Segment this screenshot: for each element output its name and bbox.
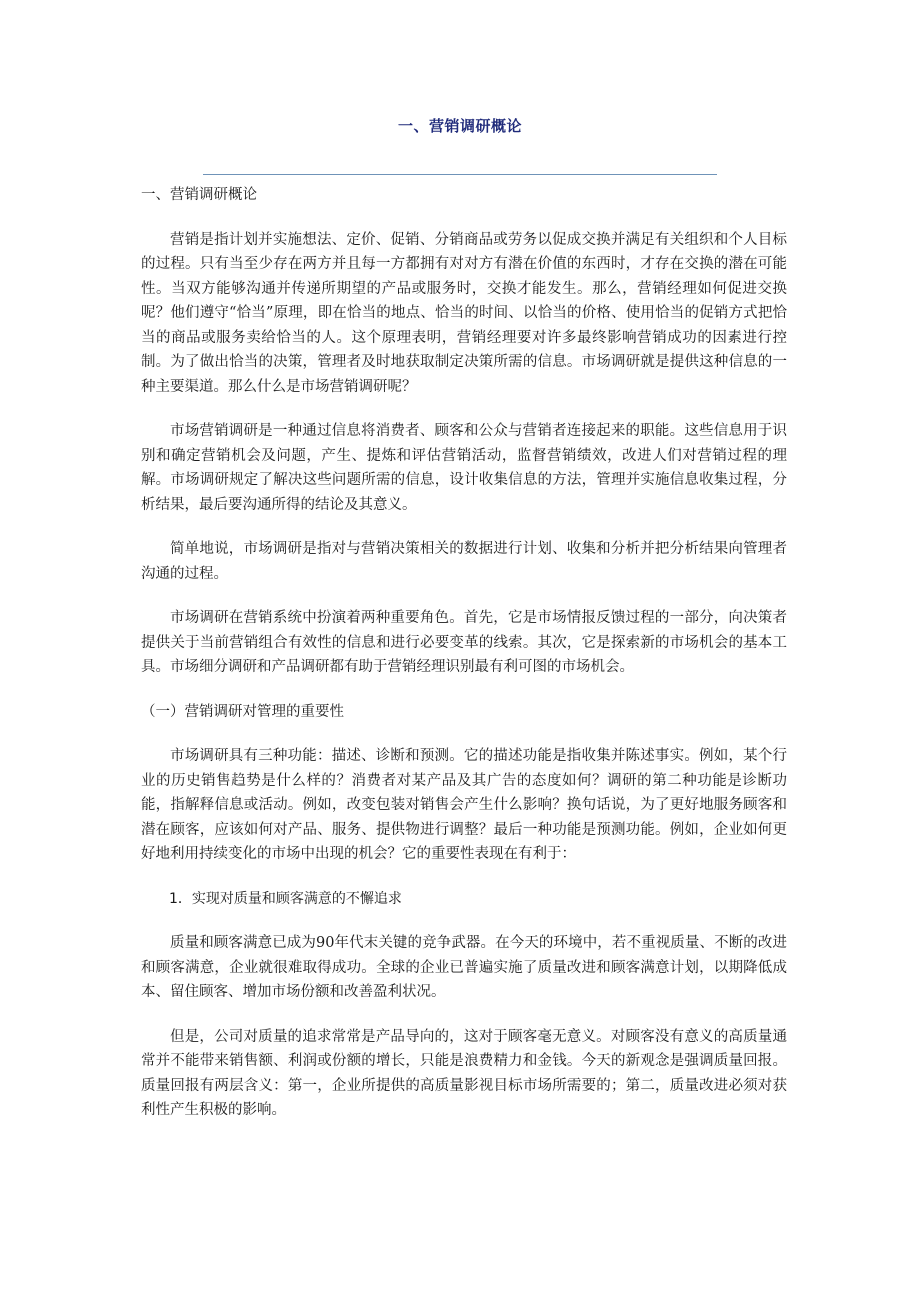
paragraph-quality-return: 但是，公司对质量的追求常常是产品导向的，这对于顾客毫无意义。对顾客没有意义的高质量通常并不能带来销售额、利润或份额的增长，只能是浪费精力和金钱。今天的新观念是强调质量回报。质量回报有两层含义：第一，企业所提供的高质量影视目标市场所需要的；第二，质量改进必须对获利性产生积极的影响。 — [141, 1028, 787, 1118]
section-heading: 一、营销调研概论 — [141, 187, 257, 203]
paragraph-marketing-definition: 营销是指计划并实施想法、定价、促销、分销商品或劳务以促成交换并满足有关组织和个人目标的过程。只有当至少存在两方并且每一方都拥有对对方有潜在价值的东西时，才存在交换的潜在可能性。当双方能够沟通并传递所期望的产品或服务时，交换才能发生。那么，营销经理如何促进交换呢？他们遵守“恰当”原理，即在恰当的地点、恰当的时间、以恰当的价格、使用恰当的促销方式把恰当的商品或服务卖给恰当的人。这个原理表明，营销经理要对许多最终影响营销成功的因素进行控制。为了做出恰当的决策，管理者及时地获取制定决策所需的信息。市场调研就是提供这种信息的一种主要渠道。那么什么是市场营销调研呢？ — [141, 231, 787, 395]
page-title: 一、营销调研概论 — [397, 117, 522, 135]
paragraph-research-definition: 市场营销调研是一种通过信息将消费者、顾客和公众与营销者连接起来的职能。这些信息用于识别和确定营销机会及问题，产生、提炼和评估营销活动，监督营销绩效，改进人们对营销过程的理解。市场调研规定了解决这些问题所需的信息，设计收集信息的方法，管理并实施信息收集过程，分析结果，最后要沟通所得的结论及其意义。 — [141, 423, 787, 513]
numbered-heading: 1．实现对质量和顾客满意的不懈追求 — [169, 890, 402, 907]
paragraph-simple-definition: 简单地说，市场调研是指对与营销决策相关的数据进行计划、收集和分析并把分析结果向管理者沟通的过程。 — [141, 541, 787, 582]
paragraph-three-functions: 市场调研具有三种功能：描述、诊断和预测。它的描述功能是指收集并陈述事实。例如，某个行业的历史销售趋势是什么样的？消费者对某产品及其广告的态度如何？调研的第二种功能是诊断功能，指解释信息或活动。例如，改变包装对销售会产生什么影响？换句话说，为了更好地服务顾客和潜在顾客，应该如何对产品、服务、提供物进行调整？最后一种功能是预测功能。例如，企业如何更好地利用持续变化的市场中出现的机会？它的重要性表现在有利于： — [141, 748, 787, 862]
subsection-heading: （一）营销调研对管理的重要性 — [141, 703, 344, 720]
document-body — [141, 183, 787, 1143]
paragraph-quality-weapon: 质量和顾客满意已成为90年代末关键的竞争武器。在今天的环境中，若不重视质量、不断的改进和顾客满意，企业就很难取得成功。全球的企业已普遍实施了质量改进和顾客满意计划，以期降低成本、留住顾客、增加市场份额和改善盈利状况。 — [141, 935, 787, 1000]
title-divider — [203, 174, 717, 175]
paragraph-two-roles: 市场调研在营销系统中扮演着两种重要角色。首先，它是市场情报反馈过程的一部分，向决策者提供关于当前营销组合有效性的信息和进行必要变革的线索。其次，它是探索新的市场机会的基本工具。市场细分调研和产品调研都有助于营销经理识别最有利可图的市场机会。 — [141, 610, 787, 675]
